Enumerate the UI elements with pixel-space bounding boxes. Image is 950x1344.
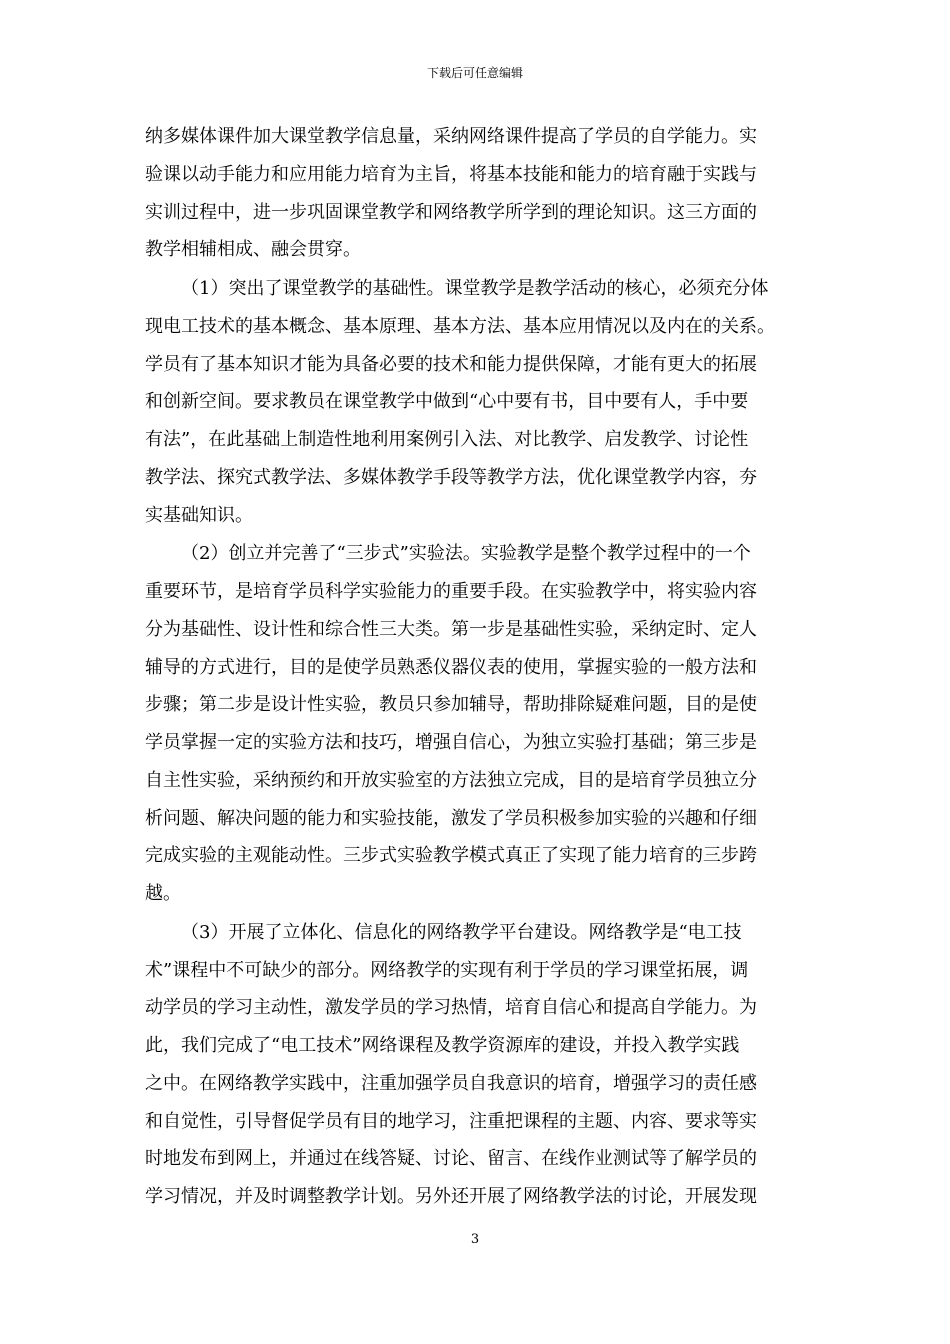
text-line: 学员掌握一定的实验方法和技巧，增强自信心，为独立实验打基础；第三步是 [145,732,757,753]
text-line: 术”课程中不可缺少的部分。网络教学的实现有利于学员的学习课堂拓展，调 [145,959,749,981]
paragraph-3-start: （3）开展了立体化、信息化的网络教学平台建设。网络教学是“电工技 [181,921,742,943]
text-line: 验课以动手能力和应用能力培育为主旨，将基本技能和能力的培育融于实践与 [145,163,757,185]
text-line: 学员有了基本知识才能为具备必要的技术和能力提供保障，才能有更大的拓展 [145,353,757,375]
text-line: 教学法、探究式教学法、多媒体教学手段等教学方法，优化课堂教学内容，夯 [145,466,757,488]
body-text [145,118,805,1216]
text-line: 分为基础性、设计性和综合性三大类。第一步是基础性实验，采纳定时、定人 [145,618,757,640]
text-line: 有法”，在此基础上制造性地利用案例引入法、对比教学、启发教学、讨论性 [145,429,749,450]
text-line: 自主性实验，采纳预约和开放实验室的方法独立完成，目的是培育学员独立分 [145,769,757,791]
text-line: 此，我们完成了“电工技术”网络课程及教学资源库的建设，并投入教学实践 [145,1035,740,1056]
text-line: 实基础知识。 [145,504,253,526]
text-line: 辅导的方式进行，目的是使学员熟悉仪器仪表的使用，掌握实验的一般方法和 [145,656,757,678]
text-line: 学习情况，并及时调整教学计划。另外还开展了网络教学法的讨论，开展发现 [145,1186,757,1207]
paragraph-1-start: （1）突出了课堂教学的基础性。课堂教学是教学活动的核心，必须充分体 [181,278,769,299]
text-line: 完成实验的主观能动性。三步式实验教学模式真正了实现了能力培育的三步跨 [145,845,757,867]
text-line: 和自觉性，引导督促学员有目的地学习，注重把课程的主题、内容、要求等实 [145,1110,757,1132]
text-line: 步骤；第二步是设计性实验，教员只参加辅导，帮助排除疑难问题，目的是使 [145,694,757,716]
page-number: 3 [470,1232,480,1247]
text-line: 之中。在网络教学实践中，注重加强学员自我意识的培育，增强学习的责任感 [145,1072,757,1094]
text-line: 重要环节，是培育学员科学实验能力的重要手段。在实验教学中，将实验内容 [145,581,757,602]
page-header-note: 下载后可任意编辑 [426,66,523,80]
text-line: 实训过程中，进一步巩固课堂教学和网络教学所学到的理论知识。这三方面的 [145,201,757,223]
text-line: 越。 [145,883,181,904]
text-line: 析问题、解决问题的能力和实验技能，激发了学员积极参加实验的兴趣和仔细 [145,807,757,829]
text-line: 时地发布到网上，并通过在线答疑、讨论、留言、在线作业测试等了解学员的 [145,1148,757,1170]
text-line: 纳多媒体课件加大课堂教学信息量，采纳网络课件提高了学员的自学能力。实 [145,126,757,147]
text-line: 和创新空间。要求教员在课堂教学中做到“心中要有书，目中要有人，手中要 [145,391,749,413]
text-line: 现电工技术的基本概念、基本原理、基本方法、基本应用情况以及内在的关系。 [145,315,775,337]
text-line: 动学员的学习主动性，激发学员的学习热情，培育自信心和提高自学能力。为 [145,997,757,1019]
paragraph-2-start: （2）创立并完善了“三步式”实验法。实验教学是整个教学过程中的一个 [181,543,751,565]
text-line: 教学相辅相成、融会贯穿。 [145,239,361,261]
